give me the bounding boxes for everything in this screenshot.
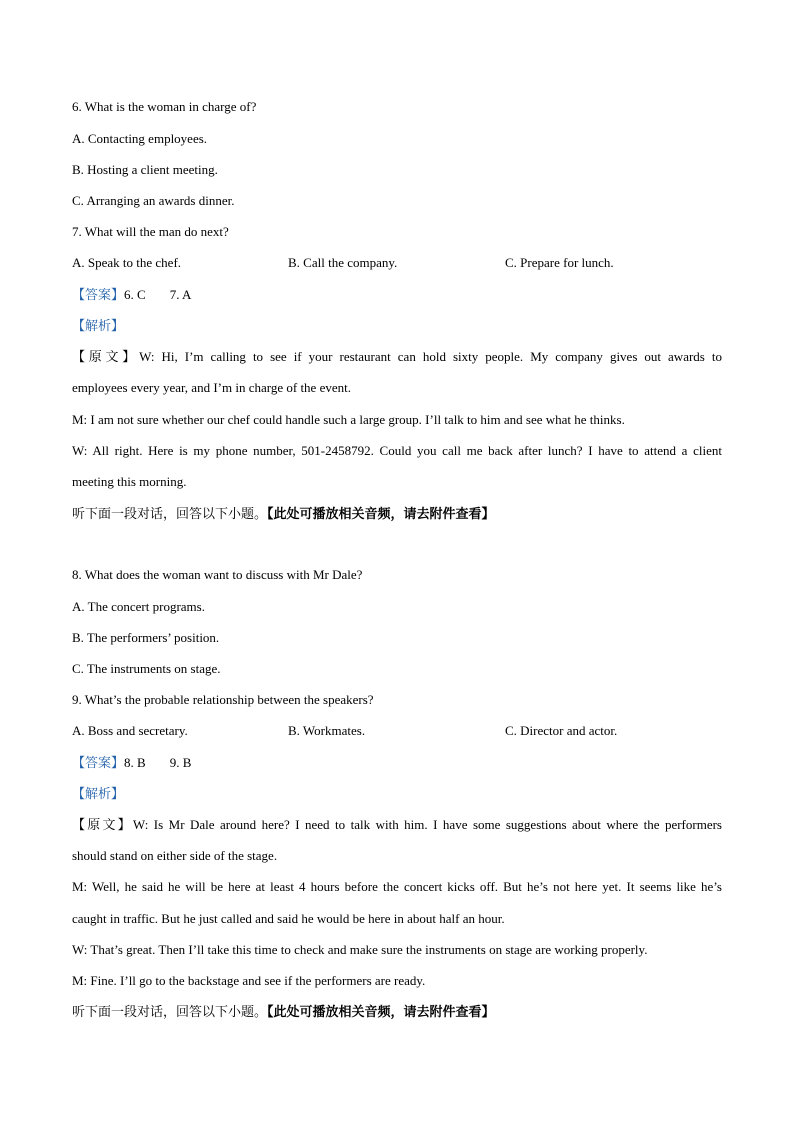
- transcript-1-line-1: [72, 349, 722, 366]
- analysis-tag: 【解析】: [72, 787, 125, 802]
- question-7-option-b: B. Call the company.: [288, 255, 398, 270]
- question-7: 7. What will the man do next?: [72, 224, 229, 239]
- question-8-option-a: A. The concert programs.: [72, 599, 205, 614]
- analysis-tag: 【解析】: [72, 319, 125, 334]
- question-6: 6. What is the woman in charge of?: [72, 99, 257, 114]
- answer-6: 6. C: [124, 287, 146, 302]
- audio-attachment-note: 【此处可播放相关音频，请去附件查看】: [267, 507, 495, 522]
- transcript-2-line-3: M: Well, he said he will be here at least 4 hours before the concert kicks off. But he’s not here yet. It seems like he’s: [72, 879, 722, 894]
- analysis-tag-2: [72, 786, 124, 803]
- transcript-2-line-6: M: Fine. I’ll go to the backstage and see if the performers are ready.: [72, 973, 426, 988]
- answer-tag: 【答案】: [72, 756, 125, 771]
- question-6-option-a: A. Contacting employees.: [72, 131, 208, 146]
- transcript-1-line-2: employees every year, and I’m in charge of the event.: [72, 380, 351, 395]
- transcript-text: W: Is Mr Dale around here? I need to talk with him. I have some suggestions about where the performers: [132, 817, 722, 832]
- transcript-2-line-4: caught in traffic. But he just called and said he would be here in about half an hour.: [72, 911, 505, 926]
- original-text-tag: 【原文】: [72, 818, 133, 833]
- listening-prompt-1: [72, 506, 495, 523]
- listening-prompt-2: [72, 1004, 495, 1021]
- transcript-2-line-2: should stand on either side of the stage.: [72, 848, 278, 863]
- question-6-option-c: C. Arranging an awards dinner.: [72, 193, 235, 208]
- question-8-option-b: B. The performers’ position.: [72, 630, 220, 645]
- answer-7: 7. A: [169, 287, 192, 302]
- transcript-2-line-5: W: That’s great. Then I’ll take this time to check and make sure the instruments on stage are working properly.: [72, 942, 648, 957]
- transcript-1-line-5: meeting this morning.: [72, 474, 187, 489]
- question-9: 9. What’s the probable relationship between the speakers?: [72, 692, 374, 707]
- transcript-1-line-3: M: I am not sure whether our chef could handle such a large group. I’ll talk to him and see what he thinks.: [72, 412, 625, 427]
- transcript-2-line-1: [72, 817, 722, 834]
- audio-attachment-note: 【此处可播放相关音频，请去附件查看】: [267, 1005, 495, 1020]
- answer-line-1: [72, 287, 191, 304]
- question-9-option-b: B. Workmates.: [288, 723, 366, 738]
- transcript-text: W: Hi, I’m calling to see if your restaurant can hold sixty people. My company gives out awards to: [139, 349, 722, 364]
- analysis-tag-1: [72, 318, 124, 335]
- question-9-option-c: C. Director and actor.: [505, 723, 618, 738]
- answer-9: 9. B: [169, 755, 192, 770]
- prompt-text: 听下面一段对话，回答以下小题。: [72, 1005, 268, 1020]
- question-8: 8. What does the woman want to discuss with Mr Dale?: [72, 567, 363, 582]
- answer-tag: 【答案】: [72, 288, 125, 303]
- question-7-option-a: A. Speak to the chef.: [72, 255, 182, 270]
- question-8-option-c: C. The instruments on stage.: [72, 661, 221, 676]
- question-6-option-b: B. Hosting a client meeting.: [72, 162, 218, 177]
- question-9-option-a: A. Boss and secretary.: [72, 723, 188, 738]
- answer-8: 8. B: [124, 755, 146, 770]
- transcript-1-line-4: W: All right. Here is my phone number, 501-2458792. Could you call me back after lunch? I have to attend a client: [72, 443, 722, 458]
- prompt-text: 听下面一段对话，回答以下小题。: [72, 507, 268, 522]
- answer-line-2: [72, 755, 191, 772]
- question-7-option-c: C. Prepare for lunch.: [505, 255, 614, 270]
- original-text-tag: 【原文】: [72, 350, 140, 365]
